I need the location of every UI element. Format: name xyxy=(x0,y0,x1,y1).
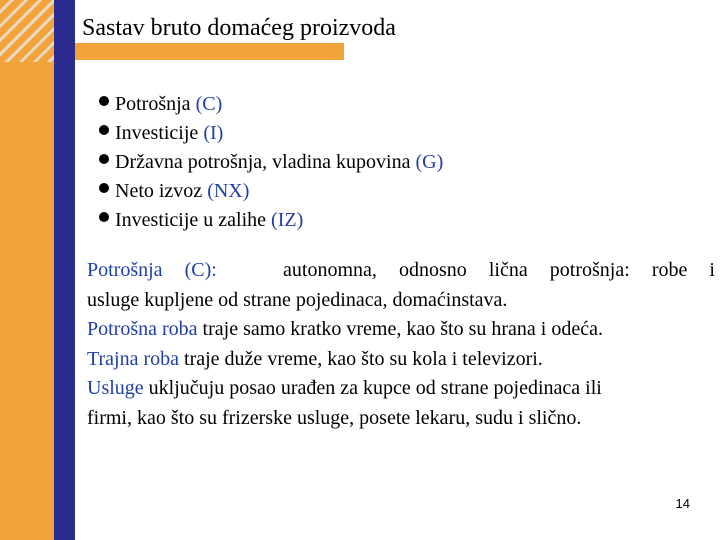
striped-corner-decoration xyxy=(0,0,54,62)
left-navy-bar xyxy=(54,0,75,540)
paragraph-line: usluge kupljene od strane pojedinaca, domaćinstava. xyxy=(87,288,508,311)
left-accent-bar xyxy=(0,0,54,540)
slide-title: Sastav bruto domaćeg proizvoda xyxy=(82,15,396,41)
consumption-explanation xyxy=(87,256,715,433)
list-item: Državna potrošnja, vladina kupovina (G) xyxy=(99,148,443,177)
paragraph-line: Usluge uključuju posao urađen za kupce od strane pojedinaca ili xyxy=(87,377,602,399)
bullet-icon xyxy=(99,212,109,222)
paragraph-line: Trajna roba traje duže vreme, kao što su kola i televizori. xyxy=(87,347,543,370)
bullet-icon xyxy=(99,154,109,164)
bullet-icon xyxy=(99,96,109,106)
bullet-icon xyxy=(99,183,109,193)
bullet-icon xyxy=(99,125,109,135)
list-item: Potrošnja (C) xyxy=(99,90,443,119)
paragraph-line: Potrošnja (C): autonomna, odnosno lična potrošnja: robe i xyxy=(87,259,715,281)
paragraph-line: firmi, kao što su frizerske usluge, posete lekaru, sudu i slično. xyxy=(87,406,582,429)
list-item: Investicije u zalihe (IZ) xyxy=(99,206,443,235)
title-underline-bar xyxy=(75,43,344,60)
list-item: Neto izvoz (NX) xyxy=(99,177,443,206)
gdp-components-list xyxy=(99,90,443,235)
page-number: 14 xyxy=(675,496,690,511)
paragraph-line: Potrošna roba traje samo kratko vreme, kao što su hrana i odeća. xyxy=(87,318,603,340)
list-item: Investicije (I) xyxy=(99,119,443,148)
